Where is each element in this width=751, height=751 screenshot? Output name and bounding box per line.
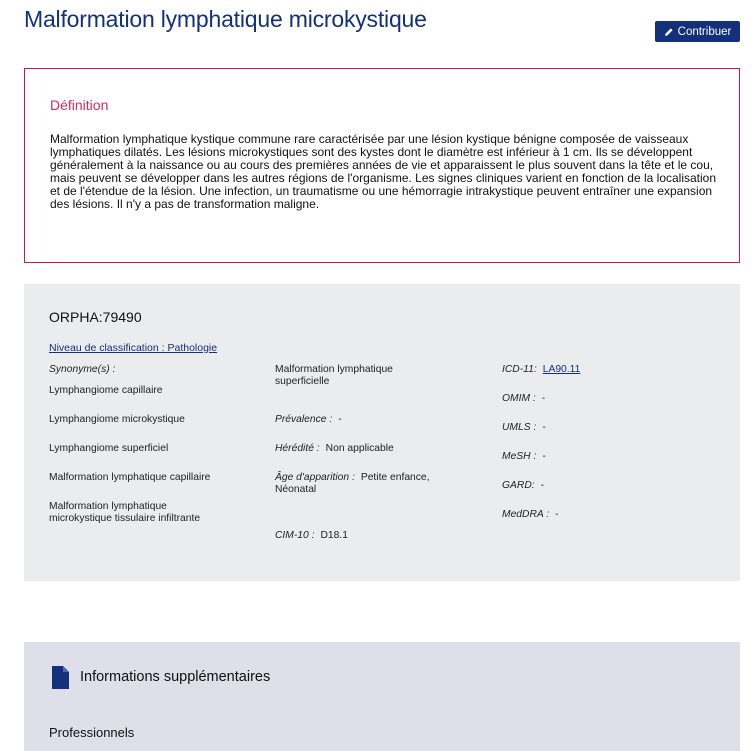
page-title: Malformation lymphatique microkystique bbox=[24, 6, 427, 32]
contribute-button-label: Contribuer bbox=[677, 25, 732, 38]
orpha-code: ORPHA:79490 bbox=[49, 309, 142, 325]
meddra-field bbox=[502, 509, 559, 521]
omim-value: - bbox=[541, 393, 546, 404]
pencil-icon bbox=[664, 27, 674, 37]
disease-info-panel bbox=[24, 284, 740, 581]
cim10-field bbox=[275, 530, 348, 542]
prevalence-field bbox=[275, 414, 342, 426]
synonym-item: Lymphangiome superficiel bbox=[49, 443, 169, 454]
meddra-label: MedDRA : bbox=[502, 509, 550, 520]
cim10-value: D18.1 bbox=[320, 530, 348, 541]
professionals-subheading[interactable]: Professionnels bbox=[49, 725, 135, 740]
meddra-value: - bbox=[555, 509, 559, 520]
definition-heading: Définition bbox=[50, 97, 109, 113]
umls-label: UMLS : bbox=[502, 422, 537, 433]
mesh-field bbox=[502, 451, 546, 463]
heredity-value: Non applicable bbox=[325, 443, 394, 454]
gard-field bbox=[502, 480, 544, 492]
gard-label: GARD: bbox=[502, 480, 535, 491]
document-icon bbox=[52, 666, 69, 694]
mesh-value: - bbox=[542, 451, 546, 462]
classification-level-link[interactable]: Niveau de classification : Pathologie bbox=[49, 342, 218, 354]
heredity-label: Hérédité : bbox=[275, 443, 320, 454]
cim10-label: CIM-10 : bbox=[275, 530, 315, 541]
heredity-field bbox=[275, 443, 394, 455]
contribute-button[interactable] bbox=[655, 21, 740, 42]
prevalence-label: Prévalence : bbox=[275, 414, 333, 425]
synonym-item: Malformation lymphatique capillaire bbox=[49, 472, 211, 483]
icd11-field bbox=[502, 364, 580, 376]
umls-value: - bbox=[542, 422, 546, 433]
onset-value: Petite enfance, Néonatal bbox=[275, 472, 430, 495]
definition-text: Malformation lymphatique kystique commune rare caractérisée par une lésion kystique bénigne composée de vaisseaux lymphatiques dilatés. Les lésions microkystiques sont des kystes dont le diamètre est inférieur à 1 cm. Ils se développent généralement à la naissance ou au cours des premières années de vie et apparaissent le plus souvent dans la tête et le cou, mais peuvent se développer dans les autres régions de l'organisme. Les signes cliniques varient en fonction de la localisation et de l'étendue de la lésion. Une infection, un traumatisme ou une hémorragie intrakystique peuvent entraîner une expansion des lésions. Il n'y a pas de transformation maligne. bbox=[50, 132, 717, 211]
prevalence-value: - bbox=[338, 414, 342, 425]
omim-field bbox=[502, 393, 545, 405]
supplementary-info-section bbox=[24, 642, 740, 751]
mesh-label: MeSH : bbox=[502, 451, 537, 462]
omim-label: OMIM : bbox=[502, 393, 536, 404]
gard-value: - bbox=[540, 480, 545, 491]
synonym-item: Malformation lymphatique microkystique tissulaire infiltrante bbox=[49, 501, 201, 524]
synonym-item: Lymphangiome microkystique bbox=[49, 414, 185, 425]
definition-section bbox=[24, 68, 740, 263]
umls-field bbox=[502, 422, 546, 434]
icd11-label: ICD-11: bbox=[502, 364, 537, 375]
onset-field bbox=[275, 472, 460, 496]
icd11-link[interactable]: LA90.11 bbox=[542, 364, 581, 375]
synonym-item: Lymphangiome capillaire bbox=[49, 385, 163, 396]
supplementary-heading: Informations supplémentaires bbox=[80, 669, 271, 685]
onset-label: Âge d'apparition : bbox=[275, 472, 355, 483]
synonyms-label: Synonyme(s) : bbox=[49, 364, 116, 375]
synonym-item: Malformation lymphatique superficielle bbox=[275, 364, 393, 387]
